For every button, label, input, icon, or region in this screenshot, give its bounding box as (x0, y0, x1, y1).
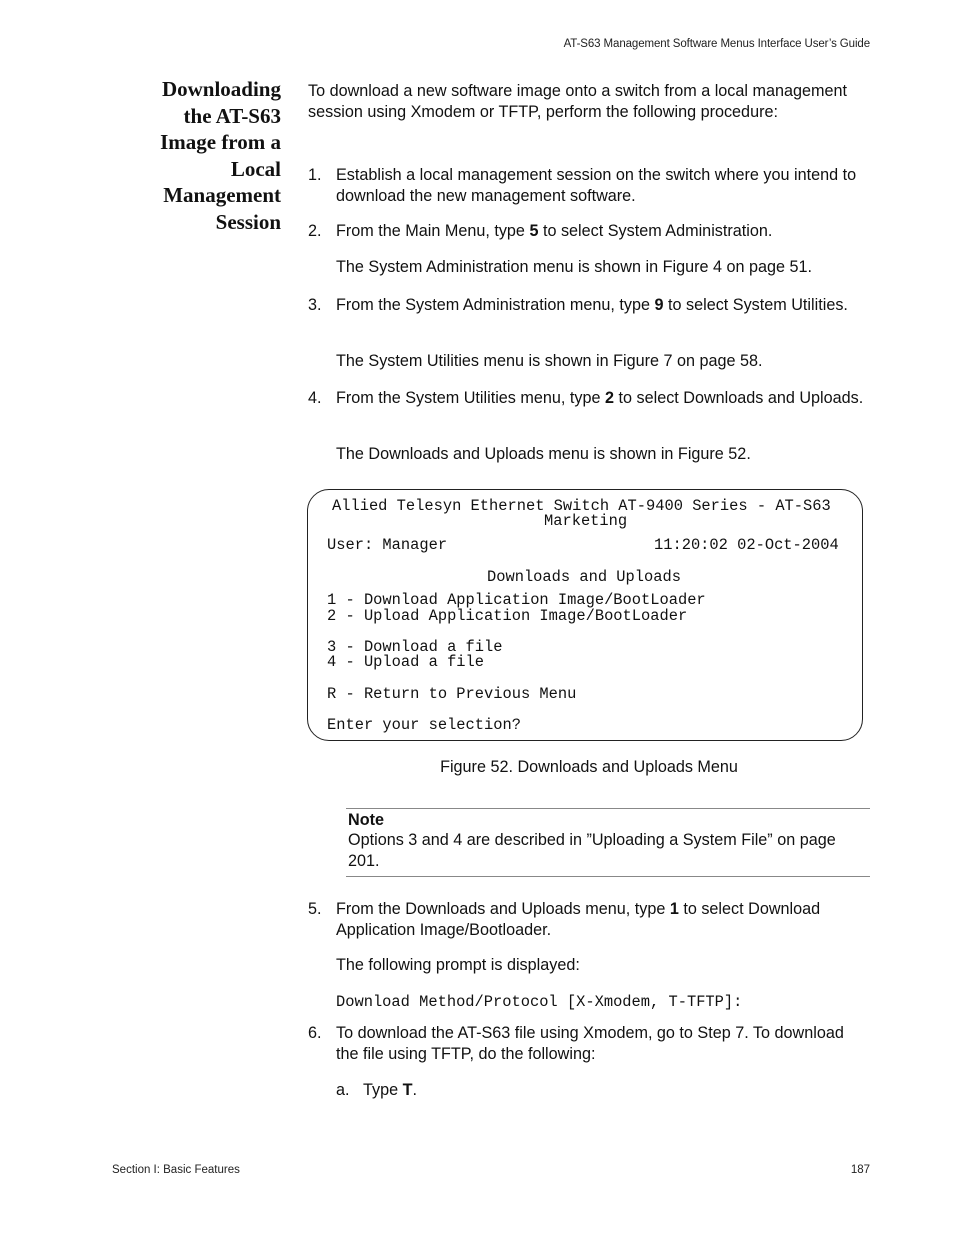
terminal-menu-option: 4 - Upload a file (327, 653, 485, 671)
note-rule-bottom (346, 876, 870, 877)
step-3-followup: The System Utilities menu is shown in Figure 7 on page 58. (336, 352, 763, 370)
terminal-menu-option: 3 - Download a file (327, 638, 503, 656)
note-rule-top (346, 808, 870, 809)
step-number: 6. (308, 1024, 322, 1042)
terminal-prompt: Enter your selection? (327, 716, 521, 734)
step-4-followup: The Downloads and Uploads menu is shown in Figure 52. (336, 445, 751, 463)
substep-a: a. Type T. (336, 1081, 417, 1099)
step-6 (308, 1023, 870, 1065)
terminal-user: User: Manager (327, 536, 448, 554)
step-3 (308, 295, 870, 316)
section-title-line: Management (163, 183, 281, 207)
download-method-prompt: Download Method/Protocol [X-Xmodem, T-TFTP]: (336, 993, 743, 1011)
note-heading: Note (348, 811, 384, 829)
menu-key: 1 (669, 900, 679, 918)
step-5-followup: The following prompt is displayed: (336, 956, 580, 974)
menu-key: 9 (654, 296, 664, 314)
footer-section: Section I: Basic Features (112, 1164, 240, 1176)
terminal-menu-option: 2 - Upload Application Image/BootLoader (327, 607, 688, 625)
terminal-menu-option: 1 - Download Application Image/BootLoader (327, 591, 706, 609)
section-title-line: Local (230, 156, 281, 181)
step-5 (308, 899, 870, 941)
terminal-banner: Allied Telesyn Ethernet Switch AT-9400 Series - AT-S63 (332, 497, 831, 515)
page-number: 187 (850, 1164, 870, 1176)
terminal-datetime: 11:20:02 02-Oct-2004 (654, 536, 839, 554)
menu-key: 2 (604, 389, 614, 407)
section-title (100, 76, 281, 235)
section-title-line: the AT-S63 (183, 103, 281, 128)
step-text: From the Downloads and Uploads menu, type 1 to select Download Application Image/Bootloader. (336, 900, 821, 939)
step-2-followup: The System Administration menu is shown in Figure 4 on page 51. (336, 258, 812, 276)
menu-key: 5 (529, 222, 539, 240)
section-title-line: Session (215, 209, 281, 234)
step-text: To download the AT-S63 file using Xmodem, go to Step 7. To download the file using TFTP, do the following: (336, 1024, 844, 1063)
step-number: 1. (308, 166, 322, 184)
step-1 (308, 165, 870, 207)
running-header: AT-S63 Management Software Menus Interface User’s Guide (563, 38, 870, 50)
step-number: 5. (308, 900, 322, 918)
step-4 (308, 388, 870, 409)
figure-caption: Figure 52. Downloads and Uploads Menu (440, 758, 738, 776)
step-text: From the Main Menu, type 5 to select System Administration. (336, 222, 773, 240)
step-number: 3. (308, 296, 322, 314)
step-number: 2. (308, 222, 322, 240)
step-2 (308, 221, 870, 242)
substep-label: a. (336, 1081, 350, 1099)
intro-paragraph: To download a new software image onto a switch from a local management session using Xmodem or TFTP, perform the following procedure: (308, 82, 847, 121)
terminal-banner-location: Marketing (544, 512, 628, 530)
step-text: From the System Administration menu, type 9 to select System Utilities. (336, 296, 848, 314)
menu-key: T (402, 1081, 413, 1099)
note-text: Options 3 and 4 are described in ”Uploading a System File” on page 201. (348, 831, 836, 870)
step-number: 4. (308, 389, 322, 407)
step-text: From the System Utilities menu, type 2 to select Downloads and Uploads. (336, 389, 864, 407)
section-title-line: Image from a (160, 130, 281, 154)
section-title-line: Downloading (161, 77, 281, 101)
step-text: Establish a local management session on the switch where you intend to download the new management software. (336, 166, 857, 205)
terminal-menu-option: R - Return to Previous Menu (327, 685, 577, 703)
terminal-menu-title: Downloads and Uploads (487, 568, 681, 586)
